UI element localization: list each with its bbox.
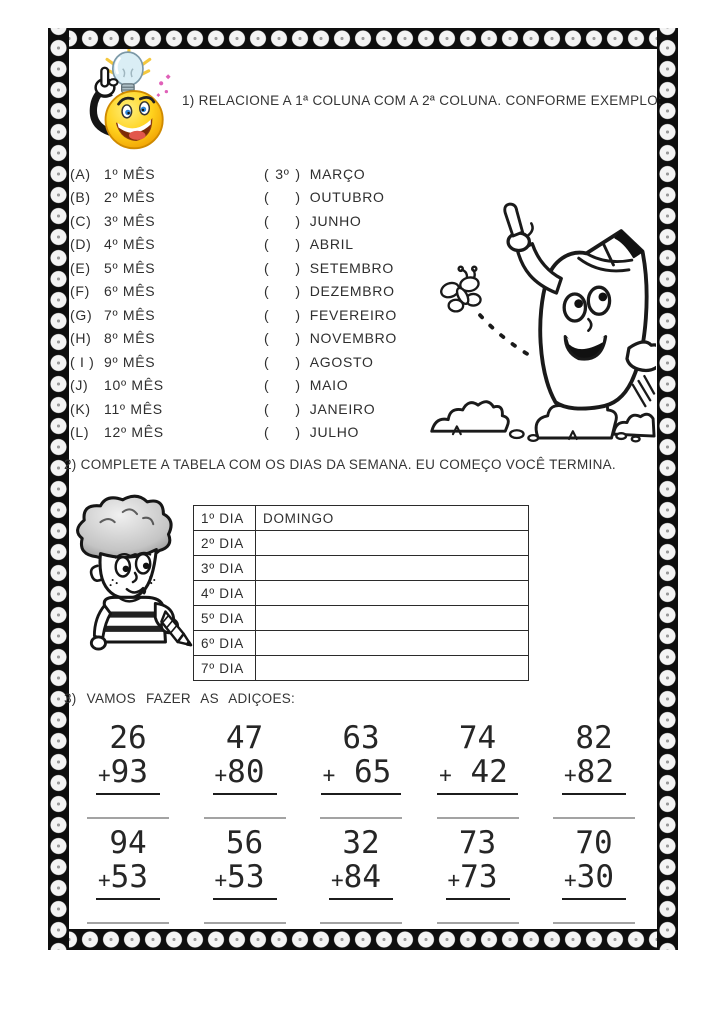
addition-row-2 bbox=[80, 827, 642, 924]
pencil-body bbox=[540, 231, 646, 408]
answer-paren-open: ( bbox=[264, 283, 270, 299]
answer-paren-close: ) bbox=[295, 236, 301, 252]
table-row bbox=[194, 581, 529, 606]
addition-problem bbox=[313, 722, 409, 819]
answer-paren-close: ) bbox=[295, 377, 301, 393]
answer-slot: 3º bbox=[275, 166, 290, 182]
month-label: MAIO bbox=[309, 377, 349, 393]
addition-problem bbox=[197, 722, 293, 819]
answer-paren-open: ( bbox=[264, 330, 270, 346]
addend-bottom: + 42 bbox=[437, 756, 518, 795]
addend-bottom: +80 bbox=[213, 756, 277, 795]
answer-line bbox=[87, 817, 169, 819]
day-ordinal-cell: 2º DIA bbox=[194, 531, 256, 556]
table-row bbox=[194, 606, 529, 631]
addition-row-1 bbox=[80, 722, 642, 819]
addend-top: 26 bbox=[109, 720, 147, 756]
answer-line bbox=[437, 922, 519, 924]
addition-problem bbox=[430, 827, 526, 924]
answer-paren-open: ( bbox=[264, 236, 270, 252]
decorative-border-bottom bbox=[48, 929, 678, 950]
month-label: SETEMBRO bbox=[309, 260, 394, 276]
item-label: 11º MÊS bbox=[104, 401, 163, 417]
item-label: 2º MÊS bbox=[104, 189, 156, 205]
day-value-cell bbox=[256, 606, 529, 631]
addend-top: 32 bbox=[342, 825, 380, 861]
answer-paren-close: ) bbox=[295, 283, 301, 299]
answer-paren-close: ) bbox=[295, 260, 301, 276]
item-letter: ( I ) bbox=[70, 354, 95, 370]
answer-line bbox=[553, 817, 635, 819]
item-label: 3º MÊS bbox=[104, 213, 156, 229]
item-letter: (D) bbox=[70, 236, 92, 252]
month-label: JUNHO bbox=[309, 213, 362, 229]
addition-problem bbox=[313, 827, 409, 924]
answer-paren-open: ( bbox=[264, 354, 270, 370]
answer-paren-close: ) bbox=[295, 401, 301, 417]
answer-line bbox=[437, 817, 519, 819]
item-label: 12º MÊS bbox=[104, 424, 164, 440]
item-label: 8º MÊS bbox=[104, 330, 156, 346]
item-letter: (B) bbox=[70, 189, 91, 205]
item-letter: (H) bbox=[70, 330, 92, 346]
boy-writing-image bbox=[70, 490, 202, 666]
month-label: ABRIL bbox=[309, 236, 354, 252]
answer-paren-open: ( bbox=[264, 307, 270, 323]
dotted-trail bbox=[480, 315, 530, 356]
decorative-border-right bbox=[657, 28, 678, 950]
day-ordinal-cell: 1º DIA bbox=[194, 506, 256, 531]
decorative-border-left bbox=[48, 28, 69, 950]
day-value-cell bbox=[256, 556, 529, 581]
answer-paren-open: ( bbox=[264, 189, 270, 205]
day-ordinal-cell: 3º DIA bbox=[194, 556, 256, 581]
item-label: 10º MÊS bbox=[104, 377, 164, 393]
item-letter: (A) bbox=[70, 166, 91, 182]
item-label: 9º MÊS bbox=[104, 354, 156, 370]
answer-line bbox=[320, 922, 402, 924]
answer-line bbox=[204, 922, 286, 924]
addend-bottom: +30 bbox=[562, 861, 626, 900]
addend-bottom: +73 bbox=[446, 861, 510, 900]
month-label: JANEIRO bbox=[309, 401, 376, 417]
item-label: 6º MÊS bbox=[104, 283, 156, 299]
decorative-border-top bbox=[48, 28, 678, 49]
answer-line bbox=[204, 817, 286, 819]
addend-bottom: +53 bbox=[213, 861, 277, 900]
addend-bottom: +93 bbox=[96, 756, 160, 795]
day-value-cell: DOMINGO bbox=[256, 506, 529, 531]
day-ordinal-cell: 7º DIA bbox=[194, 656, 256, 681]
addition-problem bbox=[80, 722, 176, 819]
answer-line bbox=[320, 817, 402, 819]
answer-paren-close: ) bbox=[295, 330, 301, 346]
day-ordinal-cell: 5º DIA bbox=[194, 606, 256, 631]
smiley-lightbulb-image bbox=[79, 49, 183, 153]
addend-top: 74 bbox=[458, 720, 497, 756]
addend-bottom: + 65 bbox=[321, 756, 402, 795]
answer-paren-open: ( bbox=[264, 401, 270, 417]
item-letter: (C) bbox=[70, 213, 92, 229]
table-row bbox=[194, 506, 529, 531]
day-value-cell bbox=[256, 531, 529, 556]
item-label: 4º MÊS bbox=[104, 236, 156, 252]
answer-paren-close: ) bbox=[295, 424, 301, 440]
addend-top: 63 bbox=[342, 720, 380, 756]
addend-top: 47 bbox=[225, 720, 264, 756]
table-row bbox=[194, 656, 529, 681]
addition-problem bbox=[197, 827, 293, 924]
item-letter: (E) bbox=[70, 260, 91, 276]
section1-title: 1) RELACIONE A 1ª COLUNA COM A 2ª COLUNA. CONFORME EXEMPLO: bbox=[182, 93, 663, 108]
addend-top: 82 bbox=[575, 720, 613, 756]
addend-top: 70 bbox=[575, 825, 613, 861]
section3-title: 3) VAMOS FAZER AS ADIÇOES: bbox=[64, 691, 296, 706]
table-row bbox=[194, 531, 529, 556]
section2-title: 2) COMPLETE A TABELA COM OS DIAS DA SEMANA. EU COMEÇO VOCÊ TERMINA. bbox=[64, 457, 616, 472]
sparkles-icon bbox=[156, 74, 170, 97]
day-value-cell bbox=[256, 581, 529, 606]
item-letter: (G) bbox=[70, 307, 93, 323]
answer-line bbox=[87, 922, 169, 924]
day-value-cell bbox=[256, 631, 529, 656]
addend-bottom: +53 bbox=[96, 861, 160, 900]
answer-paren-close: ) bbox=[295, 166, 301, 182]
day-ordinal-cell: 4º DIA bbox=[194, 581, 256, 606]
addend-top: 94 bbox=[109, 825, 147, 861]
day-value-cell bbox=[256, 656, 529, 681]
answer-paren-open: ( bbox=[264, 260, 270, 276]
month-label: DEZEMBRO bbox=[309, 283, 395, 299]
item-label: 1º MÊS bbox=[104, 166, 156, 182]
item-letter: (L) bbox=[70, 424, 90, 440]
answer-paren-close: ) bbox=[295, 354, 301, 370]
addend-bottom: +84 bbox=[329, 861, 393, 900]
butterfly-icon bbox=[439, 267, 480, 312]
month-label: MARÇO bbox=[309, 166, 366, 182]
month-label: NOVEMBRO bbox=[309, 330, 398, 346]
item-label: 5º MÊS bbox=[104, 260, 156, 276]
pencil-character-image bbox=[424, 196, 656, 448]
item-letter: (F) bbox=[70, 283, 90, 299]
addition-problem bbox=[546, 827, 642, 924]
addend-top: 56 bbox=[225, 825, 264, 861]
addition-problem bbox=[430, 722, 526, 819]
answer-paren-close: ) bbox=[295, 307, 301, 323]
item-letter: (K) bbox=[70, 401, 91, 417]
answer-paren-close: ) bbox=[295, 189, 301, 205]
addition-problem bbox=[80, 827, 176, 924]
days-of-week-table bbox=[193, 505, 529, 681]
month-label: OUTUBRO bbox=[309, 189, 385, 205]
table-row bbox=[194, 556, 529, 581]
addend-bottom: +82 bbox=[562, 756, 626, 795]
month-label: FEVEREIRO bbox=[309, 307, 397, 323]
table-row bbox=[194, 631, 529, 656]
month-label: JULHO bbox=[309, 424, 360, 440]
answer-paren-close: ) bbox=[295, 213, 301, 229]
answer-paren-open: ( bbox=[264, 166, 270, 182]
item-letter: (J) bbox=[70, 377, 89, 393]
answer-paren-open: ( bbox=[264, 213, 270, 229]
day-ordinal-cell: 6º DIA bbox=[194, 631, 256, 656]
item-label: 7º MÊS bbox=[104, 307, 156, 323]
answer-line bbox=[553, 922, 635, 924]
answer-paren-open: ( bbox=[264, 377, 270, 393]
addend-top: 73 bbox=[458, 825, 497, 861]
addition-problem bbox=[546, 722, 642, 819]
answer-paren-open: ( bbox=[264, 424, 270, 440]
month-label: AGOSTO bbox=[309, 354, 374, 370]
match-row bbox=[70, 164, 635, 184]
